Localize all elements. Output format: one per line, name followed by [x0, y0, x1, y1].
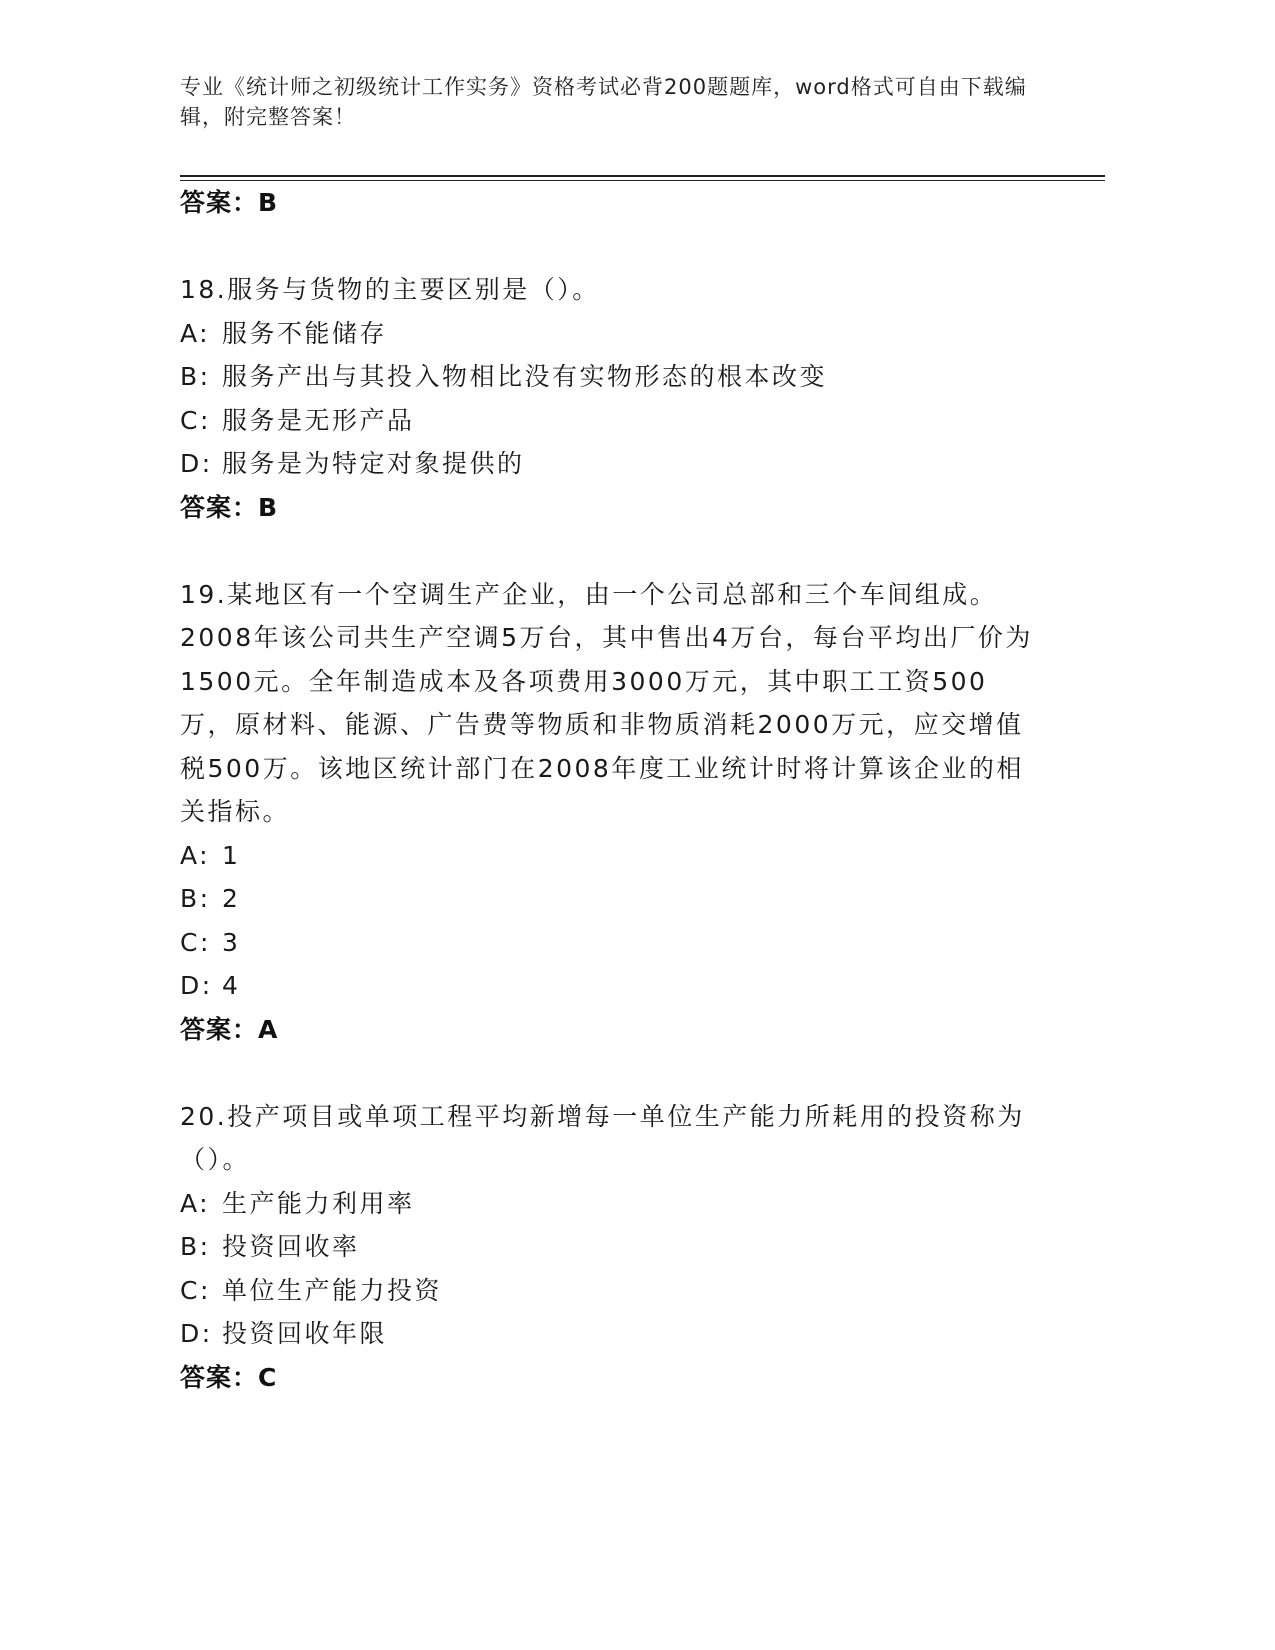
option-letter: A: [180, 1188, 211, 1218]
option-letter: C: [180, 1275, 211, 1305]
option-letter: B: [180, 362, 211, 391]
answer-line: 答案：C [180, 1362, 278, 1392]
option-letter: D: [180, 449, 213, 478]
option-a [180, 834, 1040, 878]
option-b [180, 877, 1040, 921]
option-d [180, 1312, 1040, 1356]
option-text: 4 [222, 971, 241, 1000]
document-body [180, 181, 1040, 1399]
option-text: 服务是无形产品 [222, 405, 415, 435]
option-text: 投资回收率 [222, 1232, 360, 1261]
option-text: 服务不能储存 [222, 318, 388, 348]
option-letter: C: [180, 927, 211, 957]
option-letter: B: [180, 1232, 211, 1261]
option-letter: B: [180, 884, 211, 913]
question-18 [180, 268, 1040, 529]
option-text: 服务是为特定对象提供的 [222, 449, 525, 478]
option-text: 服务产出与其投入物相比没有实物形态的根本改变 [222, 362, 828, 391]
option-text: 1 [222, 840, 241, 870]
document-header: 专业《统计师之初级统计工作实务》资格考试必背200题题库，word格式可自由下载编辑，附完整答案！ [180, 75, 1027, 129]
answer-line: 答案：B [180, 492, 279, 522]
option-c [180, 399, 1040, 443]
option-text: 3 [222, 927, 241, 957]
option-c [180, 921, 1040, 965]
question-19 [180, 573, 1040, 1051]
option-text: 单位生产能力投资 [222, 1275, 443, 1305]
option-text: 投资回收年限 [222, 1319, 388, 1348]
previous-answer: 答案：B [180, 188, 279, 217]
option-c [180, 1269, 1040, 1313]
answer-line: 答案：A [180, 1014, 279, 1044]
option-d [180, 442, 1040, 486]
question-20 [180, 1095, 1040, 1399]
option-a [180, 1182, 1040, 1226]
option-letter: C: [180, 405, 211, 435]
question-stem: 20.投产项目或单项工程平均新增每一单位生产能力所耗用的投资称为（）。 [180, 1101, 1025, 1174]
option-letter: D: [180, 1319, 213, 1348]
option-b [180, 355, 1040, 399]
option-a [180, 312, 1040, 356]
option-text: 2 [222, 884, 241, 913]
option-letter: A: [180, 318, 211, 348]
option-text: 生产能力利用率 [222, 1188, 415, 1218]
question-stem: 19.某地区有一个空调生产企业，由一个公司总部和三个车间组成。2008年该公司共生产空调5万台，其中售出4万台，每台平均出厂价为1500元。全年制造成本及各项费用3000万元，其中职工工资500万，原材料、能源、广告费等物质和非物质消耗2000万元，应交增值税500万。该地区统计部门在2008年度工业统计时将计算该企业的相关指标。 [180, 579, 1033, 826]
option-b [180, 1225, 1040, 1269]
header-divider-thick [180, 175, 1105, 177]
option-letter: A: [180, 840, 211, 870]
option-letter: D: [180, 971, 213, 1000]
option-d [180, 964, 1040, 1008]
question-stem: 18.服务与货物的主要区别是（）。 [180, 275, 600, 304]
